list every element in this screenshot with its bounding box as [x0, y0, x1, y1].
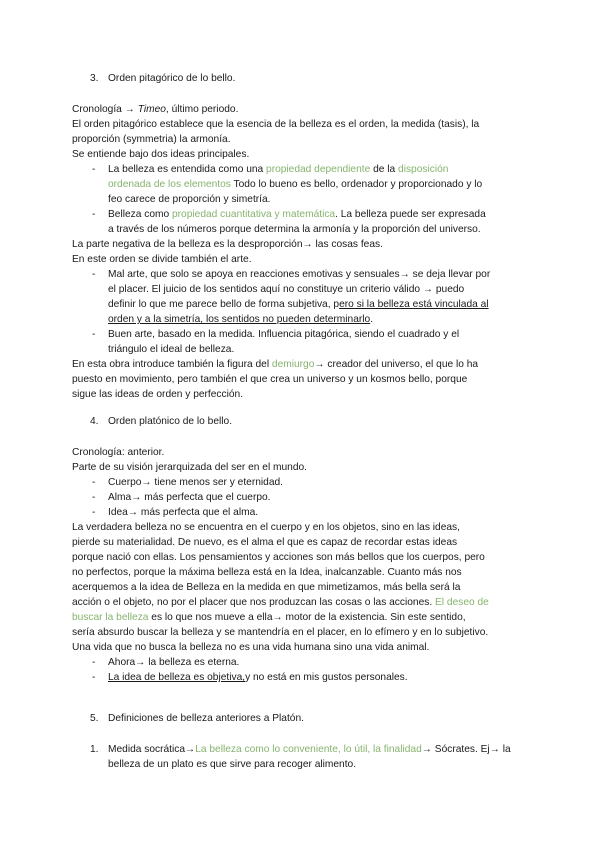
text: Belleza como [108, 209, 172, 220]
paragraph-line: sería absurdo buscar la belleza y se mantendría en el placer, en lo efímero y en lo subjetivo. [72, 627, 489, 638]
section-number: 5. [90, 713, 99, 724]
section-title: Definiciones de belleza anteriores a Platón. [108, 713, 304, 724]
bullet-line: Cuerpo→ tiene menos ser y eternidad. [108, 477, 283, 488]
bullet-dash: - [92, 477, 96, 488]
text: y no está en mis gustos personales. [245, 672, 408, 683]
bullet-line [108, 163, 448, 177]
highlight-text: ordenada de los elementos [108, 179, 231, 190]
paragraph-line [72, 596, 489, 610]
highlight-text: propiedad cuantitativa y matemática [172, 209, 336, 220]
underlined-text: ero si la belleza está vinculada al [339, 299, 489, 310]
bullet-dash: - [92, 657, 96, 668]
bullet-line [108, 208, 486, 222]
paragraph-line: La verdadera belleza no se encuentra en el cuerpo y en los objetos, sino en las ideas, [72, 522, 460, 533]
paragraph-line [72, 611, 466, 625]
section-number: 4. [90, 416, 99, 427]
text: Todo lo bueno es bello, ordenador y proporcionado y lo [230, 179, 483, 190]
bullet-dash: - [92, 209, 96, 220]
paragraph-line: El orden pitagórico establece que la esencia de la belleza es el orden, la medida (tasis), la [72, 119, 480, 130]
highlight-text: disposición [398, 164, 449, 175]
text: Medida socrática→ [108, 744, 196, 755]
bullet-line: Buen arte, basado en la medida. Influencia pitagórica, siendo el cuadrado y el [108, 329, 460, 340]
text: → Sócrates. Ej→ la [421, 744, 511, 755]
section-number: 3. [90, 73, 99, 84]
chronology-line: Cronología: anterior. [72, 447, 165, 458]
highlight-text: buscar la belleza [72, 612, 149, 623]
paragraph-line: proporción (symmetria) la armonía. [72, 134, 231, 145]
underlined-text: orden y a la simetría, los sentidos no pueden determinarlo [108, 314, 371, 325]
bullet-dash: - [92, 672, 96, 683]
text-italic: Timeo [137, 104, 166, 115]
paragraph-line: En este orden se divide también el arte. [72, 254, 252, 265]
text: de la [370, 164, 399, 175]
text: definir lo que me parece bello de forma subjetiva, p [108, 299, 340, 310]
text: , último periodo. [165, 104, 239, 115]
text: . La belleza puede ser expresada [335, 209, 486, 220]
paragraph-line: no perfectos, porque la máxima belleza está en la Idea, inalcanzable. Cuanto más nos [72, 567, 462, 578]
bullet-line: a través de los números porque determina la armonía y la proporción del universo. [108, 224, 481, 235]
paragraph-line: La parte negativa de la belleza es la desproporción→ las cosas feas. [72, 239, 383, 250]
bullet-line: triángulo el ideal de belleza. [108, 344, 235, 355]
text: . [370, 314, 374, 325]
paragraph-line [72, 358, 478, 372]
paragraph-line: Parte de su visión jerarquizada del ser en el mundo. [72, 462, 308, 473]
bullet-dash: - [92, 269, 96, 280]
bullet-line: Alma→ más perfecta que el cuerpo. [108, 492, 271, 503]
bullet-line [108, 298, 489, 312]
list-number: 1. [90, 744, 99, 755]
text: La belleza es entendida como una [108, 164, 267, 175]
highlight-text: demiurgo [271, 359, 315, 370]
bullet-line [108, 178, 482, 192]
paragraph-line: porque nació con ellas. Los pensamientos y acciones son más bellos que los cuerpos, pero [72, 552, 485, 563]
list-item-line: belleza de un plato es que sirve para recoger alimento. [108, 759, 357, 770]
section-title: Orden pitagórico de lo bello. [108, 73, 236, 84]
bullet-line [108, 671, 408, 685]
bullet-line: feo carece de proporción y simetría. [108, 194, 271, 205]
paragraph-line: Una vida que no busca la belleza no es una vida humana sino una vida animal. [72, 642, 430, 653]
underlined-text: La idea de belleza es objetiva, [108, 672, 246, 683]
bullet-line: el placer. El juicio de los sentidos aquí no constituye un criterio válido → puedo [108, 284, 465, 295]
text: Cronología → [72, 104, 135, 115]
text: → creador del universo, el que lo ha [314, 359, 479, 370]
bullet-line: Ahora→ la belleza es eterna. [108, 657, 240, 668]
bullet-line [108, 313, 373, 327]
paragraph-line: pierde su materialidad. De nuevo, es el alma el que es capaz de recordar estas ideas [72, 537, 458, 548]
highlight-text: La belleza como lo conveniente, lo útil, la finalidad [195, 744, 422, 755]
bullet-dash: - [92, 492, 96, 503]
highlight-text: El deseo de [435, 597, 489, 608]
paragraph-line: acerquemos a la idea de Belleza en la medida en que mimetizamos, más bella será la [72, 582, 461, 593]
bullet-dash: - [92, 164, 96, 175]
paragraph-line: puesto en movimiento, pero también el que crea un universo y un kosmos bello, porque [72, 374, 468, 385]
chronology-line [72, 103, 238, 117]
highlight-text: propiedad dependiente [266, 164, 371, 175]
section-title: Orden platónico de lo bello. [108, 416, 233, 427]
bullet-line: Idea→ más perfecta que el alma. [108, 507, 259, 518]
text: acción o el objeto, no por el placer que nos produzcan las cosas o las acciones. [72, 597, 436, 608]
list-item-line [108, 743, 511, 757]
text: En esta obra introduce también la figura del [72, 359, 272, 370]
paragraph-line: Se entiende bajo dos ideas principales. [72, 149, 250, 160]
paragraph-line: sigue las ideas de orden y perfección. [72, 389, 244, 400]
text: es lo que nos mueve a ella→ motor de la existencia. Sin este sentido, [148, 612, 466, 623]
bullet-dash: - [92, 507, 96, 518]
bullet-line: Mal arte, que solo se apoya en reacciones emotivas y sensuales→ se deja llevar por [108, 269, 491, 280]
bullet-dash: - [92, 329, 96, 340]
